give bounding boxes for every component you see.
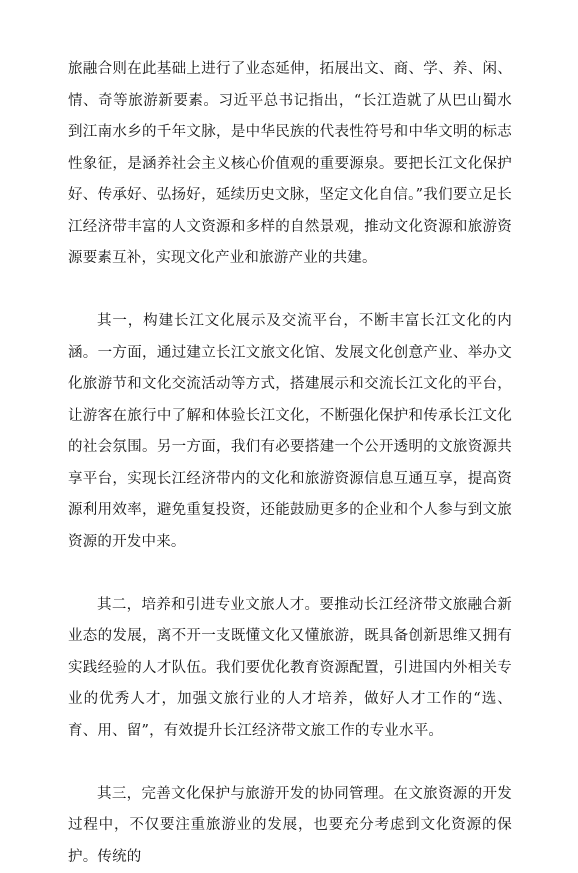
paragraph-third-point: 其三，完善文化保护与旅游开发的协同管理。在文旅资源的开发过程中，不仅要注重旅游业的发展，也要充分考虑到文化资源的保护。传统的: [68, 779, 512, 873]
paragraph-spacer: [68, 747, 512, 779]
paragraph-spacer: [68, 275, 512, 307]
paragraph-continuation: 旅融合则在此基础上进行了业态延伸，拓展出文、商、学、养、闲、情、奇等旅游新要素。习近平总书记指出，“长江造就了从巴山蜀水到江南水乡的千年文脉，是中华民族的代表性符号和中华文明的标志性象征，是涵养社会主义核心价值观的重要源泉。要把长江文化保护好、传承好、弘扬好，延续历史文脉，坚定文化自信。”我们要立足长江经济带丰富的人文资源和多样的自然景观，推动文化资源和旅游资源要素互补，实现文化产业和旅游产业的共建。: [68, 54, 512, 275]
paragraph-first-point: 其一，构建长江文化展示及交流平台，不断丰富长江文化的内涵。一方面，通过建立长江文旅文化馆、发展文化创意产业、举办文化旅游节和文化交流活动等方式，搭建展示和交流长江文化的平台，让游客在旅行中了解和体验长江文化，不断强化保护和传承长江文化的社会氛围。另一方面，我们有必要搭建一个公开透明的文旅资源共享平台，实现长江经济带内的文化和旅游资源信息互通互享，提高资源利用效率，避免重复投资，还能鼓励更多的企业和个人参与到文旅资源的开发中来。: [68, 306, 512, 558]
paragraph-second-point: 其二，培养和引进专业文旅人才。要推动长江经济带文旅融合新业态的发展，离不开一支既懂文化又懂旅游，既具备创新思维又拥有实践经验的人才队伍。我们要优化教育资源配置，引进国内外相关专业的优秀人才，加强文旅行业的人才培养，做好人才工作的“选、育、用、留”，有效提升长江经济带文旅工作的专业水平。: [68, 590, 512, 748]
paragraph-spacer: [68, 558, 512, 590]
